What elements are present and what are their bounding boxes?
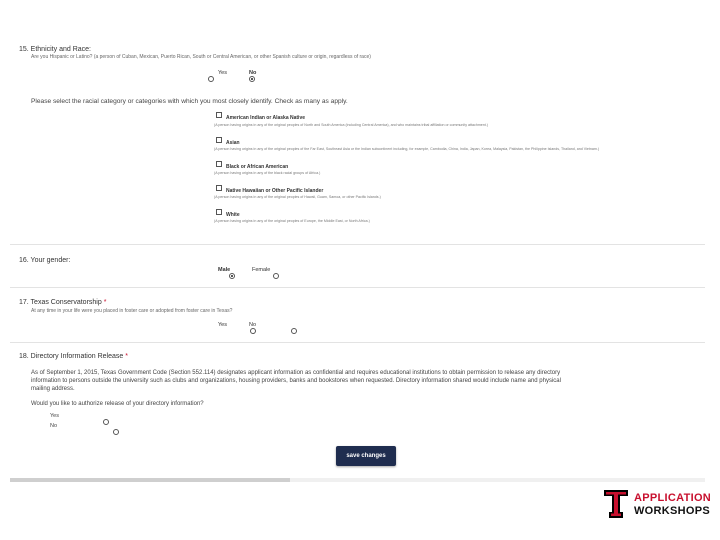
race-label: American Indian or Alaska Native bbox=[226, 115, 306, 121]
race-checkbox[interactable] bbox=[216, 137, 222, 143]
q18-paragraph-line: mailing address. bbox=[31, 386, 75, 392]
q17-no-label: No bbox=[249, 322, 257, 328]
q15-no-label: No bbox=[249, 70, 257, 76]
directory-no-label: No bbox=[50, 423, 58, 429]
q15-yes-label: Yes bbox=[218, 70, 227, 76]
required-marker: * bbox=[103, 299, 107, 306]
q18-paragraph bbox=[31, 369, 703, 393]
q18-paragraph-line: As of September 1, 2015, Texas Government Code (Section 552.114) designates applicant information as confidential and requires educational institutions to obtain permission to release any directory bbox=[31, 370, 561, 376]
required-marker: * bbox=[125, 353, 128, 360]
q17-title-text: 17. Texas Conservatorship bbox=[19, 299, 102, 306]
race-checkbox[interactable] bbox=[216, 161, 222, 167]
race-description: (A person having origins in any of the original peoples of the Far East, Southeast Asia or the Indian subcontinent including, for example, Cambodia, China, India, Japan, Korea, Malaysia, Pakistan, the Philippine Islands, Thailand, and Vietnam.) bbox=[214, 147, 600, 151]
race-checkbox[interactable] bbox=[216, 185, 222, 191]
horizontal-scrollbar[interactable] bbox=[10, 478, 705, 482]
race-checkbox[interactable] bbox=[216, 112, 222, 118]
q17-title bbox=[19, 299, 106, 306]
logo-line-workshops: WORKSHOPS bbox=[634, 505, 711, 517]
q15-subtitle: Are you Hispanic or Latino? (a person of Cuban, Mexican, Puerto Rican, South or Central American, or other Spanish culture or origin, regardless of race) bbox=[31, 54, 371, 60]
gender-female-radio[interactable] bbox=[273, 273, 279, 279]
divider bbox=[10, 244, 705, 245]
logo-line-application: APPLICATION bbox=[634, 492, 712, 504]
q17-no-radio[interactable] bbox=[291, 328, 297, 334]
q15-no-radio[interactable] bbox=[249, 76, 255, 82]
race-label: Asian bbox=[226, 140, 240, 146]
race-label: Black or African American bbox=[226, 164, 289, 170]
q16-title: 16. Your gender: bbox=[19, 257, 71, 264]
race-label: Native Hawaiian or Other Pacific Islander bbox=[226, 188, 324, 194]
gender-male-radio[interactable] bbox=[229, 273, 235, 279]
q15-title: 15. Ethnicity and Race: bbox=[19, 46, 91, 53]
directory-no-radio[interactable] bbox=[113, 429, 119, 435]
double-t-logo-icon bbox=[604, 490, 628, 518]
gender-female-label: Female bbox=[252, 267, 271, 273]
q17-yes-radio[interactable] bbox=[250, 328, 256, 334]
race-description: (A person having origins in any of the original peoples of Europe, the Middle East, or North Africa.) bbox=[214, 219, 370, 223]
q18-paragraph-line: information to persons outside the university such as clubs and organizations, housing providers, banks and bookstores when requested. Directory information shared would include name and physical bbox=[31, 378, 561, 384]
race-prompt: Please select the racial category or categories with which you most closely identify. Check as many as apply. bbox=[31, 98, 348, 105]
save-changes-button[interactable]: save changes bbox=[336, 446, 396, 466]
q18-question: Would you like to authorize release of your directory information? bbox=[31, 401, 204, 407]
divider bbox=[10, 342, 705, 343]
q15-yes-radio[interactable] bbox=[208, 76, 214, 82]
q18-title bbox=[19, 353, 128, 360]
divider bbox=[10, 287, 705, 288]
race-description: (A person having origins in any of the original peoples of North and South America (including Central America), and who maintains tribal affiliation or community attachment.) bbox=[214, 123, 488, 127]
race-checkbox[interactable] bbox=[216, 209, 222, 215]
race-description: (A person having origins in any of the original peoples of Hawaii, Guam, Samoa, or other Pacific Islands.) bbox=[214, 195, 381, 199]
race-description: (A person having origins in any of the black racial groups of Africa.) bbox=[214, 171, 321, 175]
directory-yes-radio[interactable] bbox=[103, 419, 109, 425]
directory-yes-label: Yes bbox=[50, 413, 59, 419]
gender-male-label: Male bbox=[218, 267, 231, 273]
race-label: White bbox=[226, 212, 240, 218]
q17-subtitle: At any time in your life were you placed in foster care or adopted from foster care in Texas? bbox=[31, 308, 233, 314]
scrollbar-thumb[interactable] bbox=[10, 478, 290, 482]
q18-title-text: 18. Directory Information Release bbox=[19, 353, 124, 360]
q17-yes-label: Yes bbox=[218, 322, 227, 328]
